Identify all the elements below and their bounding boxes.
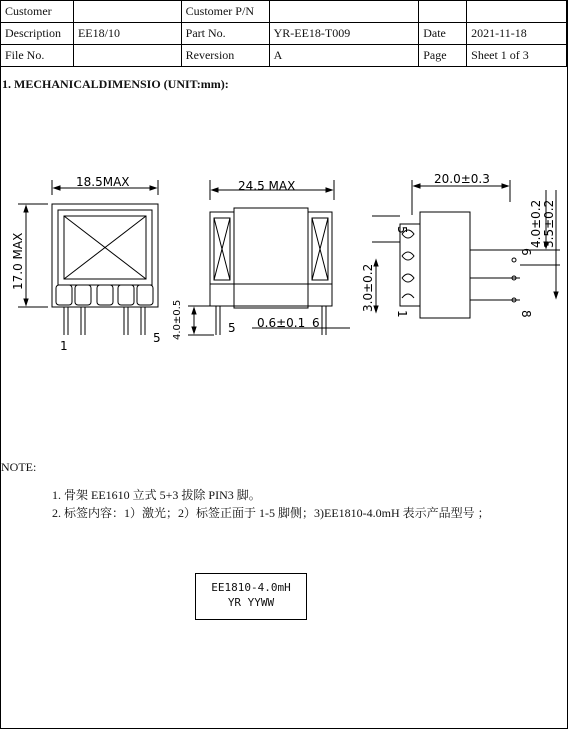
side-width-label: 24.5 MAX (238, 179, 296, 193)
right-width-label: 20.0±0.3 (434, 172, 490, 186)
side-pin-number: 5 (228, 321, 236, 335)
header-value (73, 45, 181, 67)
right-left-label: 3.0±0.2 (361, 263, 375, 312)
header-label: Date (419, 23, 467, 45)
header-label: Description (1, 23, 74, 45)
right-dim-b: 3.5±0.2 (542, 199, 556, 248)
header-value: 2021-11-18 (467, 23, 567, 45)
mechanical-drawing (0, 160, 568, 360)
header-value: Sheet 1 of 3 (467, 45, 567, 67)
notes-title: NOTE: (1, 460, 37, 474)
right-pin-8: 8 (519, 310, 533, 318)
header-value (467, 1, 567, 23)
front-view (18, 180, 158, 335)
header-value (73, 1, 181, 23)
section-title: 1. MECHANICALDIMENSIO (UNIT:mm): (2, 77, 229, 91)
front-pin-first: 1 (60, 339, 68, 353)
right-dim-a: 4.0±0.2 (529, 199, 543, 248)
header-row-file (1, 45, 567, 67)
front-pin-last: 5 (153, 331, 161, 345)
header-label: Reversion (181, 45, 269, 67)
header-row-customer (1, 1, 567, 23)
right-pin-5: 5 (395, 226, 409, 234)
header-label: Customer P/N (181, 1, 269, 23)
note-line-1: 1. 骨架 EE1610 立式 5+3 拔除 PIN3 脚。 (52, 488, 261, 502)
header-label: Part No. (181, 23, 269, 45)
side-pin-diameter-label: 0.6±0.1 (257, 316, 306, 330)
header-label: Page (419, 45, 467, 67)
header-value: EE18/10 (73, 23, 181, 45)
front-height-label: 17.0 MAX (11, 232, 25, 290)
note-line-2: 2. 标签内容：1）激光；2）标签正面于 1-5 脚侧；3)EE1810-4.0mH 表示产品型号 ； (52, 506, 490, 520)
header-table (0, 0, 567, 67)
side-pin-length-label: 4.0±0.5 (172, 299, 183, 340)
label-line-1: EE1810-4.0mH (211, 581, 291, 594)
header-label: Customer (1, 1, 74, 23)
side-view (188, 180, 350, 335)
front-width-label: 18.5MAX (76, 175, 130, 189)
header-label (419, 1, 467, 23)
header-value: YR-EE18-T009 (269, 23, 419, 45)
header-row-description (1, 23, 567, 45)
side-pin-number-6: 6 (312, 316, 320, 330)
product-label-box (195, 573, 307, 620)
header-label: File No. (1, 45, 74, 67)
label-line-2: YR YYWW (227, 596, 275, 609)
header-value (269, 1, 419, 23)
right-pin-1: 1 (395, 310, 409, 318)
header-value: A (269, 45, 419, 67)
right-pin-6: 6 (519, 248, 533, 256)
